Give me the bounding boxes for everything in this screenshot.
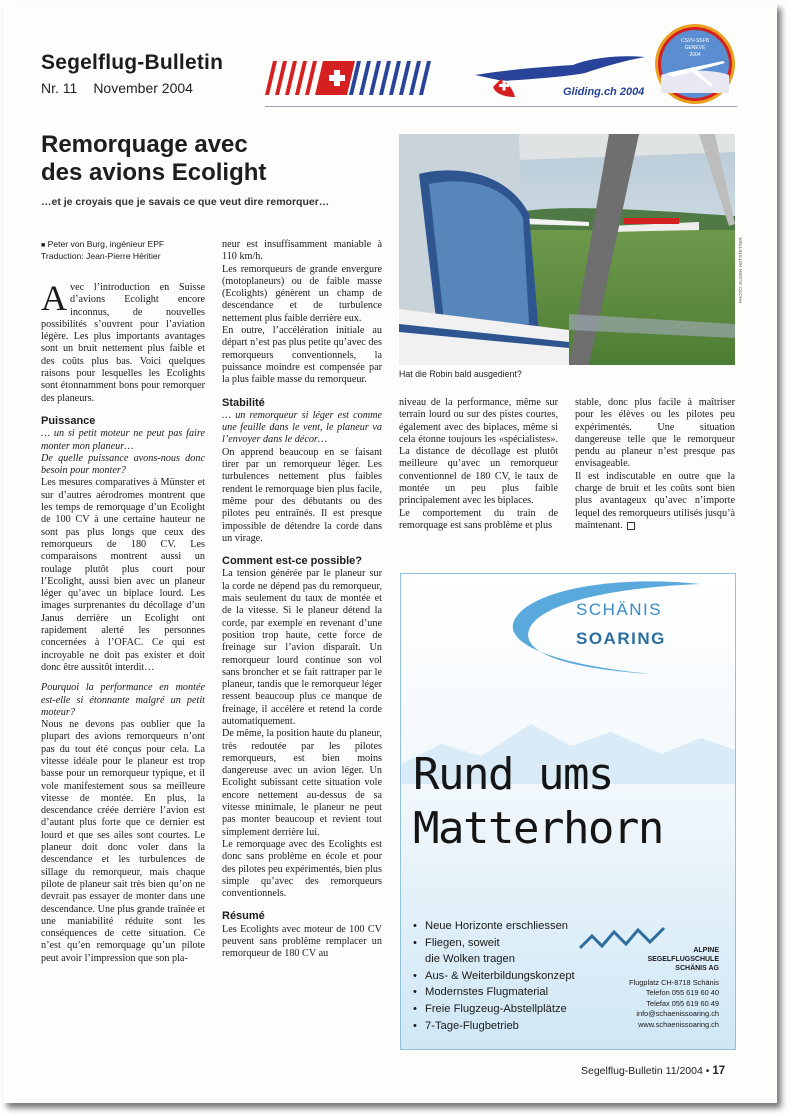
- article-title: Remorquage avec des avions Ecolight: [41, 131, 267, 186]
- airfield-photo: [399, 134, 735, 365]
- article-column-2: neur est insuffisamment maniable à 110 km/h. Les remorqueurs de grande envergure (motoplaneurs) ou de faible masse (Ecolights) génèrent un champ de descendance et de turbulence nettement plus faible derrière eux. En outre, l’accélération initiale au départ n’est pas plus petite qu’avec des remorqueurs conventionnels, la puissance moindre est compensée par la plus faible masse du remorqueur. Stabilité … un remorqueur si léger est comme une feuille dans le vent, le planeur va l’envoyer dans le décor… On apprend beaucoup en se faisant tirer par un remorqueur léger. Les turbulences nettement plus faibles rendent le remorquage bien plus facile, même pour des débutants ou des pilotes peu entraînés. Il est presque impossible de détendre la corde dans un virage. Comment est-ce possible? La tension générée par le planeur sur la corde ne dépend pas du remorqueur, mais seulement du taux de montée et de la vitesse. Si le planeur détend la corde, par exemple en revenant d’une position trop haute, cette force de freinage sur l’avion disparaît. Un remorqueur lourd continue son vol sans broncher et se fait rattraper par le planeur, tandis que le remorqueur léger ressent beaucoup plus ce manque de freinage, il accélère et retend la corde automatiquement. De même, la position haute du planeur, très redoutée par les pilotes remorqueurs, est bien moins dangereuse avec un avion léger. Un Ecolight subissant cette situation vole encore nettement au-dessus de sa vitesse minimale, le planeur ne peut pas monter beaucoup et revient tout simplement derrière lui. Le remorquage avec des Ecolights est donc sans problème en école et pour des pilotes peu expérimentés, bien plus simple qu’avec des remorqueurs conventionnels. Résumé Les Ecolights avec moteur de 100 CV peuvent sans problème remplacer un remorqueur de 180 CV au: [222, 239, 382, 960]
- badge-line-3: 2004: [689, 52, 701, 58]
- list-item: • Modernstes Flugmaterial: [413, 984, 575, 1001]
- section-heading-stabilite: Stabilité: [222, 396, 265, 409]
- swiss-stripes-logo: [265, 61, 435, 95]
- list-item: • Neue Horizonte erschliessen: [413, 918, 575, 935]
- ad-headline: Rund ums Matterhorn: [413, 749, 663, 854]
- section-heading-resume: Résumé: [222, 910, 265, 923]
- issue-info: [41, 80, 209, 96]
- list-item: • Fliegen, soweit: [413, 935, 575, 952]
- photo-credit: PHOTO: EUGEN HOTSTETTER: [738, 237, 743, 303]
- schaenis-soaring-ad: [400, 573, 736, 1050]
- issue-number: Nr. 11: [41, 80, 78, 96]
- byline: ■ Peter von Burg, ingénieur EPF Traduction: Jean-Pierre Héritier: [41, 239, 165, 261]
- school-name: ALPINE SEGELFLUGSCHULE SCHÄNIS AG: [647, 947, 719, 972]
- ad-brand-line-1: SCHÄNIS: [576, 600, 663, 619]
- section-heading-puissance: Puissance: [41, 414, 96, 427]
- ad-feature-list: [413, 918, 575, 1034]
- section-heading-comment: Comment est-ce possible?: [222, 555, 362, 568]
- magazine-page: [3, 3, 777, 1103]
- badge-line-2: GENEVE: [684, 45, 706, 51]
- page-footer: Segelflug-Bulletin 11/2004 • 17: [581, 1065, 726, 1077]
- list-item: • Aus- & Weiterbildungskonzept: [413, 968, 575, 985]
- photo-caption: Hat die Robin bald ausgedient?: [399, 369, 522, 379]
- end-of-article-icon: [627, 522, 635, 530]
- article-column-4: stable, donc plus facile à maîtriser pour les élèves ou les pilotes peu expérimentés. Une situation dangereuse telle que le remorqueur pendu au planeur n’est presque pas envisageable. Il est indiscutable en outre que la charge de bruit et les coûts sont bien plus avantageux qu’avec n’importe lequel des remorqueurs utilisés jusqu’à maintenant.: [575, 397, 735, 531]
- school-contact: Flugplatz CH-8718 Schänis Telefon 055 619 60 40 Telefax 055 619 60 49 info@schaenissoaring.ch www.schaenissoaring.ch: [629, 978, 719, 1029]
- intro-paragraph: Avec l’introduction en Suisse d’avions Ecolight encore inconnus, de nouvelles possibilités s’ouvrent pour l’aviation légère. Les plus importants avantages sont un bruit nettement plus faible et des coûts plus bas. Voici quelques raisons pour lesquelles les Ecolights sont étonnamment bons pour remorquer des planeurs.: [41, 278, 205, 404]
- article-subtitle: …et je croyais que je savais ce que veut dire remorquer…: [41, 196, 330, 208]
- gliding-logo-text: Gliding.ch 2004: [563, 86, 645, 98]
- list-item: die Wolken tragen: [425, 953, 515, 966]
- article-column-3: niveau de la performance, même sur terrain lourd ou sur des pistes courtes, également avec des biplaces, même si cela étonne toujours les «spécialistes». La distance de décollage est plutôt meilleure qu’avec un remorqueur conventionnel de 180 CV, le taux de montée un peu plus faible principalement avec les biplaces. Le comportement du train de remorquage est sans problème et plus: [399, 397, 558, 531]
- badge-line-1: CSVV-SSFB: [680, 38, 710, 44]
- issue-date: November 2004: [93, 80, 193, 96]
- swoosh-icon: [401, 574, 735, 714]
- ad-brand-line-2: SOARING: [576, 629, 666, 648]
- list-item: • Freie Flugzeug-Abstellplätze: [413, 1001, 575, 1018]
- article-column-1: ■ Peter von Burg, ingénieur EPF Traduction: Jean-Pierre Héritier Avec l’introduction en Suisse d’avions Ecolight encore inconnus, de nouvelles possibilités s’ouvrent pour l’aviation légère. Les plus importants avantages sont un bruit nettement plus faible et des coûts plus bas. Voici quelques raisons pour lesquelles les Ecolights sont étonnamment bons pour remorquer des planeurs. Puissance … un si petit moteur ne peut pas faire monter mon planeur… De quelle puissance avons-nous donc besoin pour monter? Les mesures comparatives à Münster et sur d’autres aérodromes montrent que les temps de remorquage d’un Ecolight de 100 CV à une certaine hauteur ne sont pas plus longs que ceux des remorqueurs de 180 CV. Les comparaisons montrent aussi un roulage plutôt plus court pour l’Ecolight, aussi bien avec un planeur léger qu’avec un biplace lourd. Les images surprenantes du décollage d’un Janus derrière un Ecolight ont rapidement alerté les personnes concernées à l’OFAC. Ce qui est incroyable ne doit pas exister et doit donc être aussitôt interdit… Pourquoi la performance en montée est-elle si étonnante malgré un petit moteur? Nous ne devons pas oublier que la plupart des avions remorqueurs n’ont pas du tout été conçus pour cela. La vitesse idéale pour le planeur est trop basse pour un remorqueur typique, et il vole manifestement sous sa meilleure vitesse de montée. En plus, la descendance créée derrière l’avion est d’autant plus forte que ce dernier est lourd et que ses ailes sont courtes. Le planeur doit donc voler dans la descendance et les turbulences de sillage du remorqueur, mais chaque pilote de planeur sait très bien qu’on ne devrait pas essayer de monter dans une descendance. Une plus grande traînée et une maniabilité réduite sont les conséquences de cette situation. Ce n’est qu’en remorquage qu’un pilote peut avoir l’impression que son pla-: [41, 239, 205, 964]
- championship-badge-icon: [653, 23, 737, 105]
- list-item: • 7-Tage-Flugbetrieb: [413, 1018, 575, 1035]
- header-rule: [265, 106, 737, 107]
- page-number: 17: [712, 1065, 726, 1077]
- magazine-title: Segelflug-Bulletin: [41, 51, 224, 74]
